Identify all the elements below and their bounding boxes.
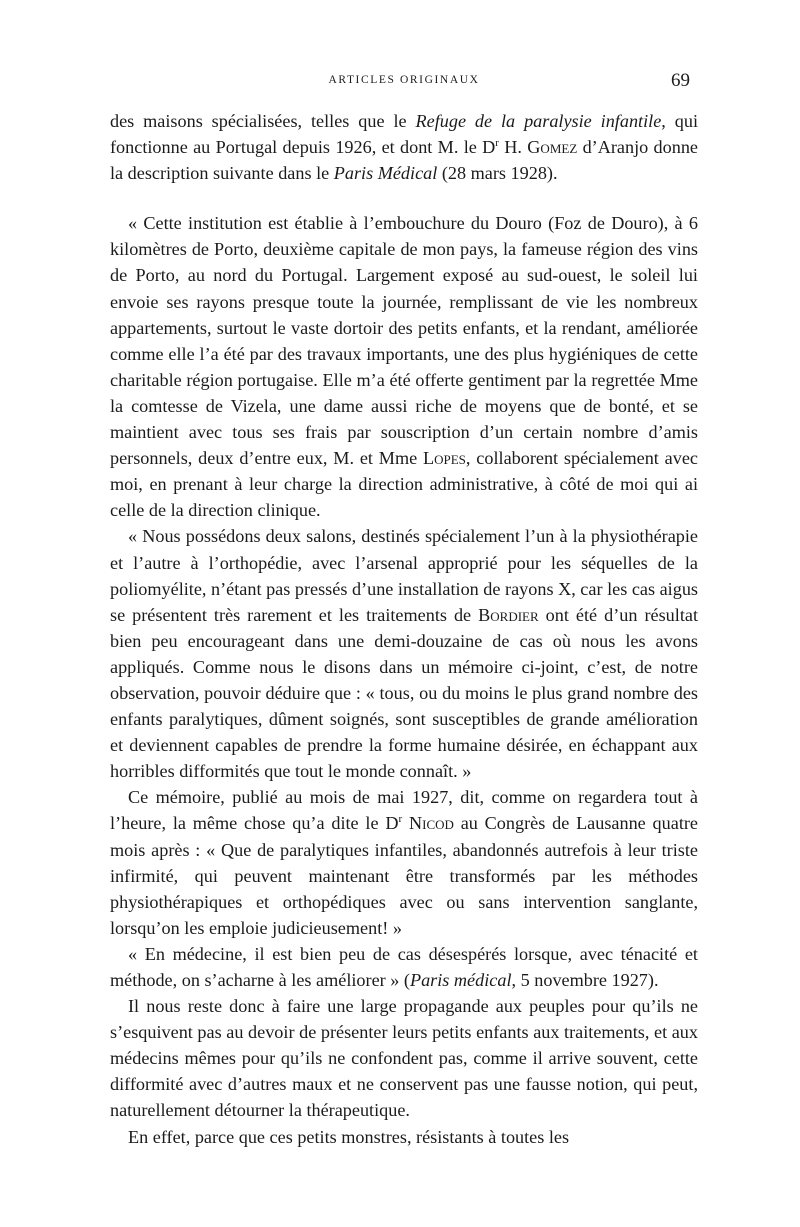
text-run — [402, 813, 409, 833]
paragraph-en-effet — [110, 1124, 698, 1150]
text-run: au Congrès de Lausanne quatre mois après : « Que de paralytiques infantiles, abandonnés autrefois à leur triste infirmité, qui peuvent maintenant être transformés par les méthodes physiothérapiques et orthopédiques avec ou sans intervention sanglante, lorsqu’on les emploie judicieusement! » — [110, 813, 699, 938]
text-run: « Nous possédons deux salons, destinés spécialement l’un à la physiothérapie et l’autre à l’orthopédie, avec l’arsenal approprié pour les séquelles de la poliomyélite, n’étant pas pressés d’une installation de rayons X, car les cas aigus se présentent très rarement et les traitements de — [110, 526, 698, 625]
text-run: Il nous reste donc à faire une large propagande aux peuples pour qu’ils ne s’esquivent pas au devoir de présenter leurs petits enfants aux traitements, et aux médecins mêmes pour qu’ils ne confondent pas, comme il arrive souvent, cette difformité avec d’autres maux et ne conservent pas une fausse notion, qui peut, naturellement détourner la thérapeutique. — [110, 996, 698, 1121]
name-bordier: Bordier — [478, 604, 539, 625]
text-run: H. — [498, 137, 528, 158]
paragraph-memoire — [110, 784, 698, 941]
italic-title-refuge: Refuge de la paralysie infantile — [415, 111, 662, 131]
italic-journal-paris-medical: Paris Médical — [333, 163, 438, 184]
paragraph-salons — [110, 523, 698, 784]
text-run: En effet, parce que ces petits monstres, résistants à toutes les — [128, 1126, 570, 1147]
italic-journal-paris-medical: Paris médical — [409, 970, 512, 990]
superscript: r — [495, 137, 499, 150]
book-page — [110, 68, 698, 1150]
text-run: , collaborent spécialement avec moi, en prenant à leur charge la direction administrative, à côté de moi qui ai celle de la direction clinique. — [110, 448, 698, 521]
text-run: ont été d’un résultat bien peu encourageant dans une demi-douzaine de cas où nous les avons appliqués. Comme nous le disons dans un mémoire ci-joint, c’est, de notre observation, pouvoir déduire que : « tous, ou du moins le plus grand nombre des enfants paralytiques, dûment soignés, sont susceptibles de grande amélioration et deviennent capables de prendre la forme humaine désirée, en échappant aux horribles difformités que tout le monde connaît. » — [110, 604, 699, 782]
text-run: , qui fonctionne au Portugal depuis 1926, et dont M. le D — [110, 111, 698, 158]
text-run: d’Aranjo donne la description suivante dans le — [110, 137, 699, 184]
text-run: des maisons spécialisées, telles que le — [110, 111, 416, 131]
running-title: ARTICLES ORIGINAUX — [328, 74, 480, 86]
name-nicod: Nicod — [408, 813, 454, 834]
name-lopes: Lopes — [423, 448, 466, 469]
paragraph-institution — [110, 210, 698, 523]
paragraph-medecine — [110, 941, 698, 993]
paragraph-propagande — [110, 993, 698, 1123]
page-number: 69 — [671, 70, 690, 91]
text-run: (28 mars 1928). — [437, 163, 558, 184]
author-name-gomez: Gomez — [527, 137, 578, 158]
superscript: r — [398, 813, 403, 826]
text-run: « Cette institution est établie à l’embouchure du Douro (Foz de Douro), à 6 kilomètres de Porto, deuxième capitale de mon pays, la fameuse région des vins de Porto, au nord du Portugal. Largement exposé au sud-ouest, le soleil lui envoie ses rayons presque toute la journée, remplissant de vie les nombreux appartements, surtout le vaste dortoir des petits enfants, et la rendant, améliorée comme elle l’a été par des travaux importants, une des plus hygiéniques de cette charitable région portugaise. Elle m’a été offerte gentiment par la regrettée Mme la comtesse de Vizela, une dame aussi riche de moyens que de bonté, et se maintient avec tous ses frais par souscription d’un certain nombre d’amis personnels, deux d’entre eux, M. et Mme — [110, 213, 698, 469]
text-run: « En médecine, il est bien peu de cas désespérés lorsque, avec ténacité et méthode, on s’acharne à les améliorer » ( — [110, 943, 698, 990]
paragraph-refuge-intro — [110, 108, 698, 186]
page-header — [110, 68, 698, 108]
text-run: , 5 novembre 1927). — [511, 970, 659, 990]
text-run: Ce mémoire, publié au mois de mai 1927, dit, comme on regardera tout à l’heure, la même chose qu’a dite le D — [110, 787, 698, 834]
